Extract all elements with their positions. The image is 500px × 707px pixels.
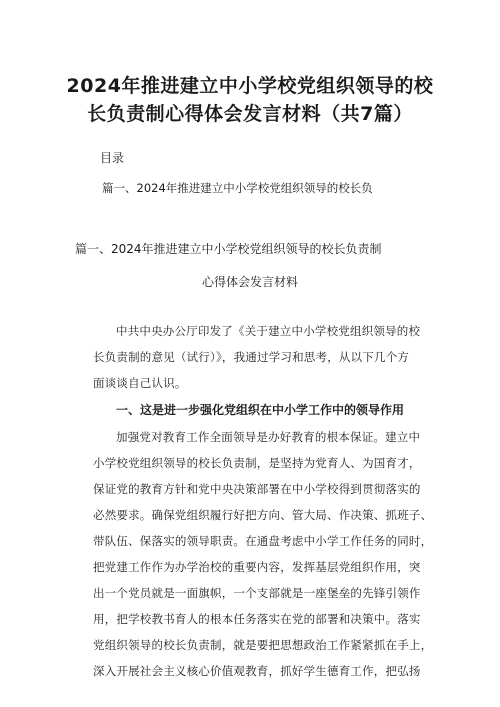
- paragraph-1: [93, 318, 433, 396]
- toc-heading: 目录: [100, 151, 125, 165]
- document-title: [40, 72, 460, 128]
- paragraph-line: 深入开展社会主义核心价值观教育，抓好学生德育工作，把弘扬: [93, 664, 421, 678]
- section-title-line-2: 心得体会发言材料: [201, 275, 298, 289]
- paragraph-line: 用，把学校教书育人的根本任务落实在党的部署和决策中。落实: [93, 612, 421, 626]
- paragraph-line: 小学校党组织领导的校长负责制，是坚持为党育人、为国育才，: [93, 456, 421, 470]
- paragraph-line: 保证党的教育方针和党中央决策部署在中小学校得到贯彻落实的: [93, 482, 421, 496]
- paragraph-2: [93, 424, 433, 684]
- subheading-1: 一、这是进一步强化党组织在中小学工作中的领导作用: [116, 403, 405, 417]
- paragraph-line: 带队伍、保落实的领导职责。在通盘考虑中小学工作任务的同时，: [93, 534, 433, 548]
- title-line-1: 2024年推进建立中小学校党组织领导的校: [66, 75, 434, 97]
- paragraph-line: 长负责制的意见（试行）》，我通过学习和思考，从以下几个方: [93, 350, 410, 364]
- paragraph-line: 中共中央办公厅印发了《关于建立中小学校党组织领导的校: [116, 324, 421, 338]
- paragraph-line: 把党建工作作为办学治校的重要内容，发挥基层党组织作用，突: [93, 560, 421, 574]
- paragraph-line: 加强党对教育工作全面领导是办好教育的根本保证。建立中: [116, 430, 421, 444]
- section-title-line-1: 篇一、2024年推进建立中小学校党组织领导的校长负责制: [75, 242, 382, 256]
- paragraph-line: 必然要求。确保党组织履行好把方向、管大局、作决策、抓班子、: [93, 508, 433, 522]
- paragraph-line: 出一个党员就是一面旗帜，一个支部就是一座堡垒的先锋引领作: [93, 586, 421, 600]
- toc-item-1[interactable]: 篇一、2024年推进建立中小学校党组织领导的校长负: [102, 181, 373, 195]
- title-line-2: 长负责制心得体会发言材料（共7篇）: [87, 103, 413, 125]
- paragraph-line: 面谈谈自己认识。: [93, 376, 187, 390]
- paragraph-line: 党组织领导的校长负责制，就是要把思想政治工作紧紧抓在手上，: [93, 638, 433, 652]
